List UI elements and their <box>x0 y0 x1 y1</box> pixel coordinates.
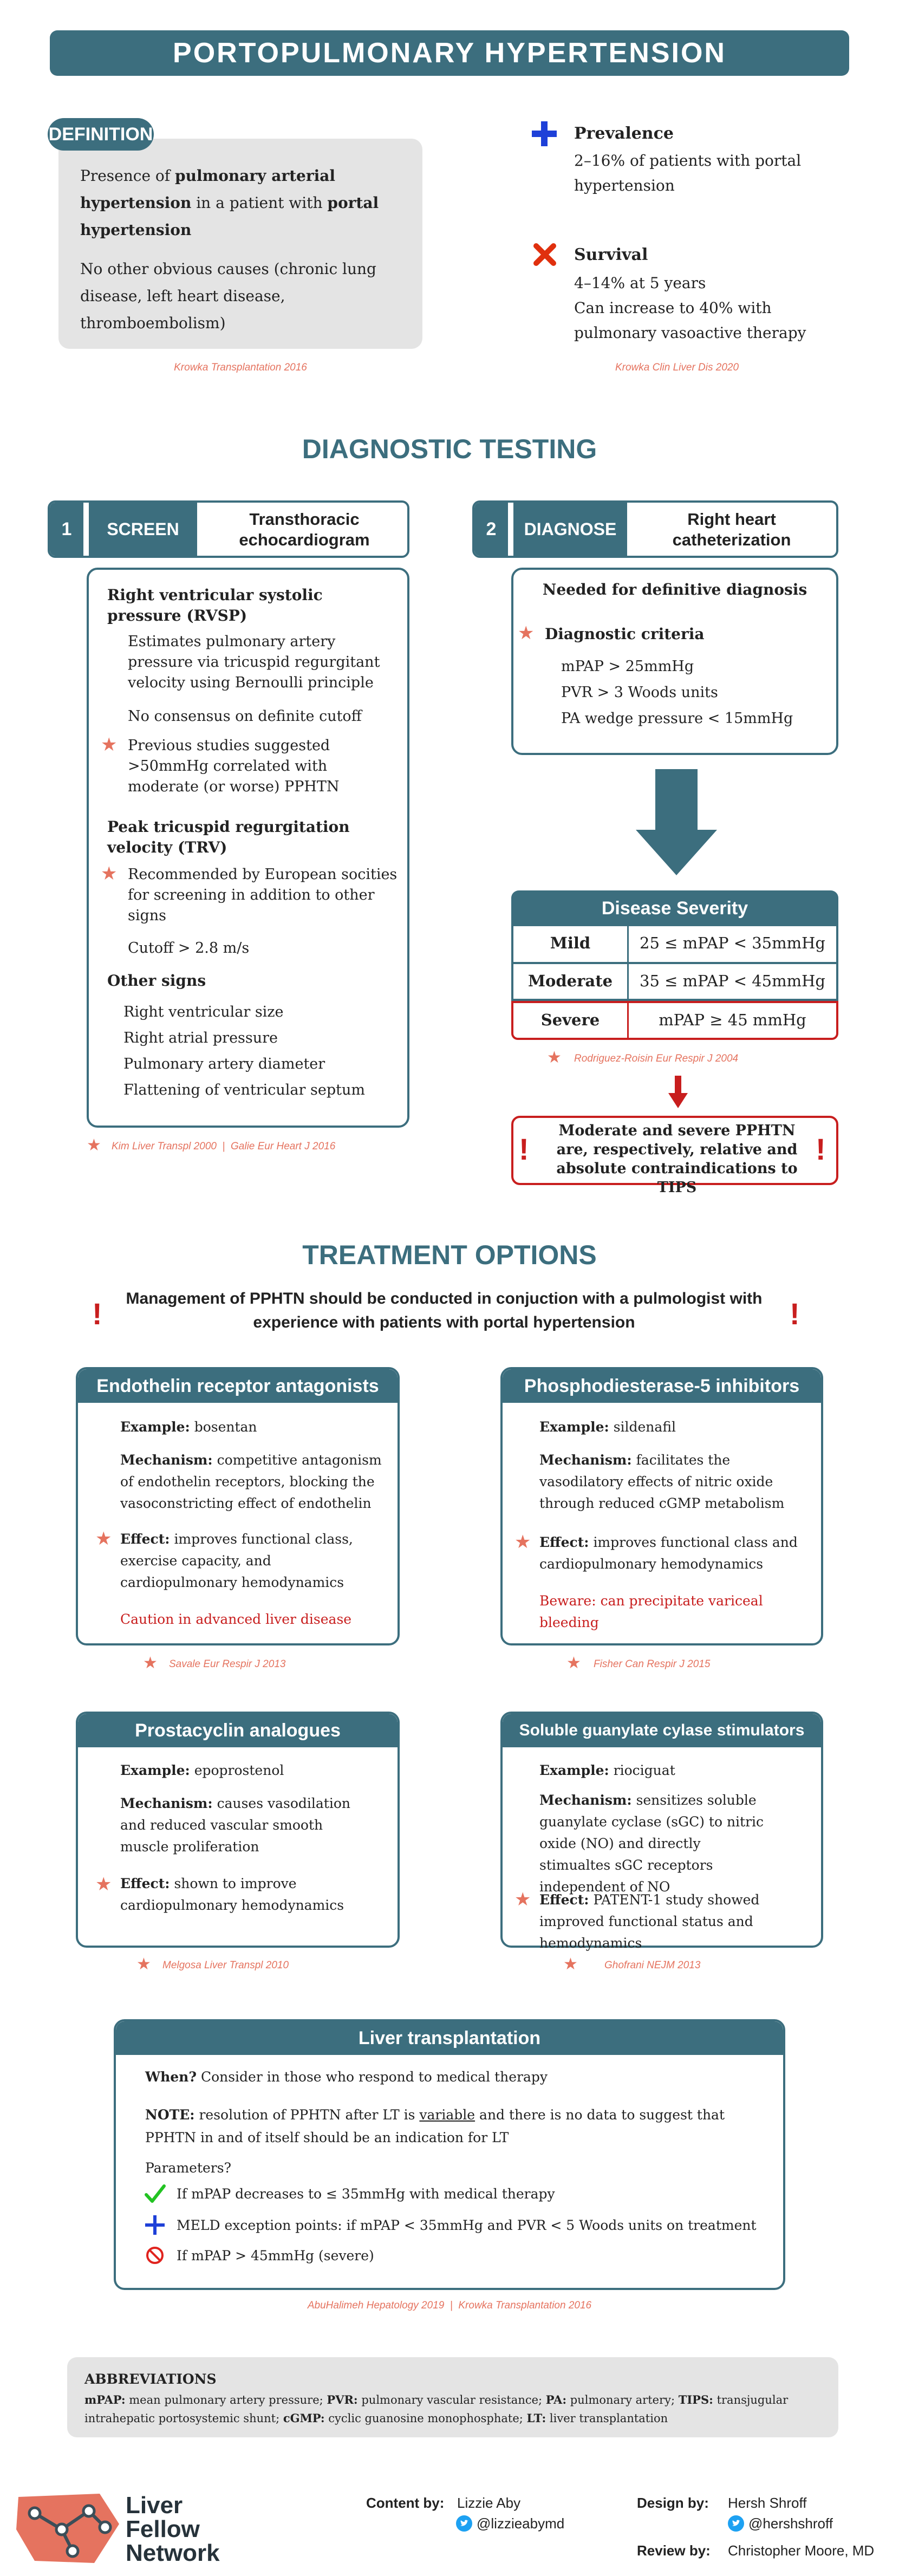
sgc-mechanism: Mechanism: sensitizes soluble guanylate cyclase (sGC) to nitric oxide (NO) and directly stimualtes sGC receptors independent of NO <box>539 1792 764 1895</box>
star-icon: ★ <box>514 1889 531 1910</box>
star-icon: ★ <box>101 734 118 756</box>
down-arrow-icon <box>667 1076 689 1108</box>
liver-tx-title: Liver transplantation <box>116 2021 783 2055</box>
pde5-example: Example: sildenafil <box>539 1419 676 1435</box>
step-label: DIAGNOSE <box>513 503 627 556</box>
exclamation-icon: ! <box>92 1297 102 1331</box>
screen-step-header <box>48 500 409 558</box>
tips-warning-text: Moderate and severe PPHTN are, respectively, relative and absolute contraindications to TIPS <box>556 1122 798 1196</box>
rvsp-point-2: No consensus on definite cutoff <box>128 708 362 725</box>
survival-citation: Krowka Clin Liver Dis 2020 <box>615 362 739 373</box>
era-mechanism: Mechanism: competitive antagonism of endothelin receptors, blocking the vasoconstricting effect of endothelin <box>120 1452 382 1511</box>
survival-line2: Can increase to 40% with pulmonary vasoactive therapy <box>574 299 806 342</box>
era-title: Endothelin receptor antagonists <box>78 1369 398 1403</box>
plus-icon <box>145 2215 165 2235</box>
trv-point-2: Cutoff > 2.8 m/s <box>128 940 250 957</box>
prostacyclin-title: Prostacyclin analogues <box>78 1714 398 1747</box>
twitter-icon[interactable] <box>728 2515 744 2532</box>
criteria-item: mPAP > 25mmHg <box>561 658 694 675</box>
prevalence-heading: Prevalence <box>574 124 674 143</box>
definition-exclusions: No other obvious causes (chronic lung disease, left heart disease, thromboembolism) <box>80 260 376 332</box>
survival-line1: 4–14% at 5 years <box>574 274 706 292</box>
step-label: SCREEN <box>89 503 197 556</box>
page-title: PORTOPULMONARY HYPERTENSION <box>50 30 849 76</box>
prostacyclin-example: Example: epoprostenol <box>120 1762 284 1778</box>
star-icon: ★ <box>136 1955 151 1974</box>
star-icon: ★ <box>95 1528 112 1550</box>
severity-row-mild <box>511 926 838 964</box>
star-icon: ★ <box>143 1654 158 1673</box>
star-icon: ★ <box>514 1531 531 1553</box>
content-name: Lizzie Aby <box>457 2495 521 2511</box>
definition-text: Presence of pulmonary arterial hypertension in a patient with portal hypertension <box>80 167 379 239</box>
review-name: Christopher Moore, MD <box>728 2542 875 2559</box>
sgc-example: Example: riociguat <box>539 1762 675 1778</box>
liver-tx-param: MELD exception points: if mPAP < 35mmHg and PVR < 5 Woods units on treatment <box>177 2217 757 2233</box>
abbreviations-text: mPAP: mean pulmonary artery pressure; PVR: pulmonary vascular resistance; PA: pulmonary artery; TIPS: transjugular intrahepatic portosystemic shunt; cGMP: cyclic guanosine monophosphate; LT: liver transplantation <box>84 2393 789 2425</box>
severity-value: mPAP ≥ 45 mmHg <box>659 1011 806 1029</box>
era-caution: Caution in advanced liver disease <box>120 1611 352 1627</box>
cross-icon <box>533 243 557 266</box>
era-effect: Effect: improves functional class, exercise capacity, and cardiopulmonary hemodynamics <box>120 1531 353 1590</box>
prostacyclin-mechanism: Mechanism: causes vasodilation and reduced vascular smooth muscle proliferation <box>120 1796 350 1855</box>
liver-tx-citation: AbuHalimeh Hepatology 2019 | Krowka Transplantation 2016 <box>307 2300 592 2311</box>
trv-title: Peak tricuspid regurgitation velocity (TRV) <box>107 818 350 856</box>
liver-tx-params-label: Parameters? <box>145 2160 231 2176</box>
diagnose-step-header <box>472 500 838 558</box>
diagnostic-title: DIAGNOSTIC TESTING <box>302 434 597 464</box>
review-label: Review by: <box>637 2542 711 2559</box>
prevalence-text: 2–16% of patients with portal hypertension <box>574 152 802 194</box>
screen-citation: Kim Liver Transpl 2000 | Galie Eur Heart J 2016 <box>112 1141 336 1152</box>
design-label: Design by: <box>637 2495 709 2511</box>
severity-value: 35 ≤ mPAP < 45mmHg <box>640 972 825 990</box>
rvsp-point-1: Estimates pulmonary artery pressure via tricuspid regurgitant velocity using Bernoulli principle <box>128 633 380 691</box>
step-number: 2 <box>474 503 508 556</box>
severity-label: Mild <box>550 934 591 952</box>
trv-point-1: Recommended by European socities for screening in addition to other signs <box>128 866 398 924</box>
severity-row-moderate <box>511 964 838 1001</box>
sgc-citation: Ghofrani NEJM 2013 <box>604 1960 701 1971</box>
era-citation: Savale Eur Respir J 2013 <box>169 1658 286 1670</box>
pde5-mechanism: Mechanism: facilitates the vasodilatory effects of nitric oxide through reduced cGMP metabolism <box>539 1452 785 1511</box>
exclamation-icon: ! <box>519 1132 529 1166</box>
down-arrow-icon <box>636 769 717 875</box>
star-icon: ★ <box>547 1048 562 1067</box>
definition-citation: Krowka Transplantation 2016 <box>174 362 307 373</box>
design-name: Hersh Shroff <box>728 2495 807 2511</box>
diagnose-needed: Needed for definitive diagnosis <box>542 581 807 599</box>
rvsp-title: Right ventricular systolic pressure (RVSP) <box>107 586 323 625</box>
plus-icon <box>532 121 557 146</box>
content-label: Content by: <box>366 2495 445 2511</box>
severity-label: Moderate <box>527 972 613 990</box>
prostacyclin-citation: Melgosa Liver Transpl 2010 <box>162 1960 289 1971</box>
liver-tx-note: NOTE: resolution of PPHTN after LT is variable and there is no data to suggest that PPHTN in and of itself should be an indication for LT <box>145 2107 725 2145</box>
other-sign: Flattening of ventricular septum <box>123 1082 365 1098</box>
severity-value: 25 ≤ mPAP < 35mmHg <box>640 934 825 952</box>
sgc-effect: Effect: PATENT-1 study showed improved functional status and hemodynamics <box>539 1892 760 1951</box>
other-sign: Right atrial pressure <box>123 1030 278 1046</box>
severity-citation: Rodriguez-Roisin Eur Respir J 2004 <box>574 1053 739 1064</box>
check-icon <box>144 2183 166 2204</box>
liver-fellow-network-logo <box>13 2492 121 2565</box>
abbreviations-title: ABBREVIATIONS <box>84 2371 217 2387</box>
content-handle[interactable]: @lizzieabymd <box>477 2515 565 2532</box>
step-test: Transthoracic echocardiogram <box>239 510 370 549</box>
star-icon: ★ <box>87 1136 101 1155</box>
sgc-title: Soluble guanylate cylase stimulators <box>503 1714 821 1747</box>
treatment-title: TREATMENT OPTIONS <box>302 1240 597 1270</box>
twitter-icon[interactable] <box>456 2515 472 2532</box>
liver-tx-param: If mPAP decreases to ≤ 35mmHg with medical therapy <box>177 2186 555 2202</box>
other-sign: Right ventricular size <box>123 1004 284 1020</box>
logo-text: Liver Fellow Network <box>126 2492 220 2566</box>
pde5-effect: Effect: improves functional class and cardiopulmonary hemodynamics <box>539 1534 798 1572</box>
step-number: 1 <box>50 503 83 556</box>
liver-tx-when: When? Consider in those who respond to medical therapy <box>145 2069 548 2085</box>
no-entry-icon <box>145 2246 165 2265</box>
severity-label: Severe <box>540 1011 600 1029</box>
treatment-note: Management of PPHTN should be conducted in conjuction with a pulmologist with experience with patients with portal hypertension <box>126 1290 763 1331</box>
liver-tx-param: If mPAP > 45mmHg (severe) <box>177 2248 374 2263</box>
survival-heading: Survival <box>574 245 648 264</box>
criteria-title: Diagnostic criteria <box>545 625 705 643</box>
era-example: Example: bosentan <box>120 1419 257 1435</box>
exclamation-icon: ! <box>790 1297 800 1331</box>
pde5-caution: Beware: can precipitate variceal bleeding <box>539 1593 763 1630</box>
pde5-title: Phosphodiesterase-5 inhibitors <box>503 1369 821 1403</box>
star-icon: ★ <box>95 1874 112 1895</box>
star-icon: ★ <box>563 1955 578 1974</box>
criteria-item: PVR > 3 Woods units <box>561 684 718 701</box>
exclamation-icon: ! <box>816 1132 826 1166</box>
star-icon: ★ <box>566 1654 581 1673</box>
other-signs-title: Other signs <box>107 972 206 990</box>
rvsp-point-3: Previous studies suggested >50mmHg correlated with moderate (or worse) PPHTN <box>128 737 340 795</box>
star-icon: ★ <box>518 622 535 644</box>
star-icon: ★ <box>101 863 118 884</box>
severity-row-severe <box>511 1001 838 1040</box>
definition-label: DEFINITION <box>48 118 154 151</box>
other-sign: Pulmonary artery diameter <box>123 1056 325 1072</box>
step-test: Right heart catheterization <box>672 510 791 549</box>
prostacyclin-effect: Effect: shown to improve cardiopulmonary hemodynamics <box>120 1876 344 1913</box>
pde5-citation: Fisher Can Respir J 2015 <box>594 1658 711 1670</box>
criteria-item: PA wedge pressure < 15mmHg <box>561 710 793 727</box>
design-handle[interactable]: @hershshroff <box>748 2515 833 2532</box>
severity-title: Disease Severity <box>511 890 838 926</box>
